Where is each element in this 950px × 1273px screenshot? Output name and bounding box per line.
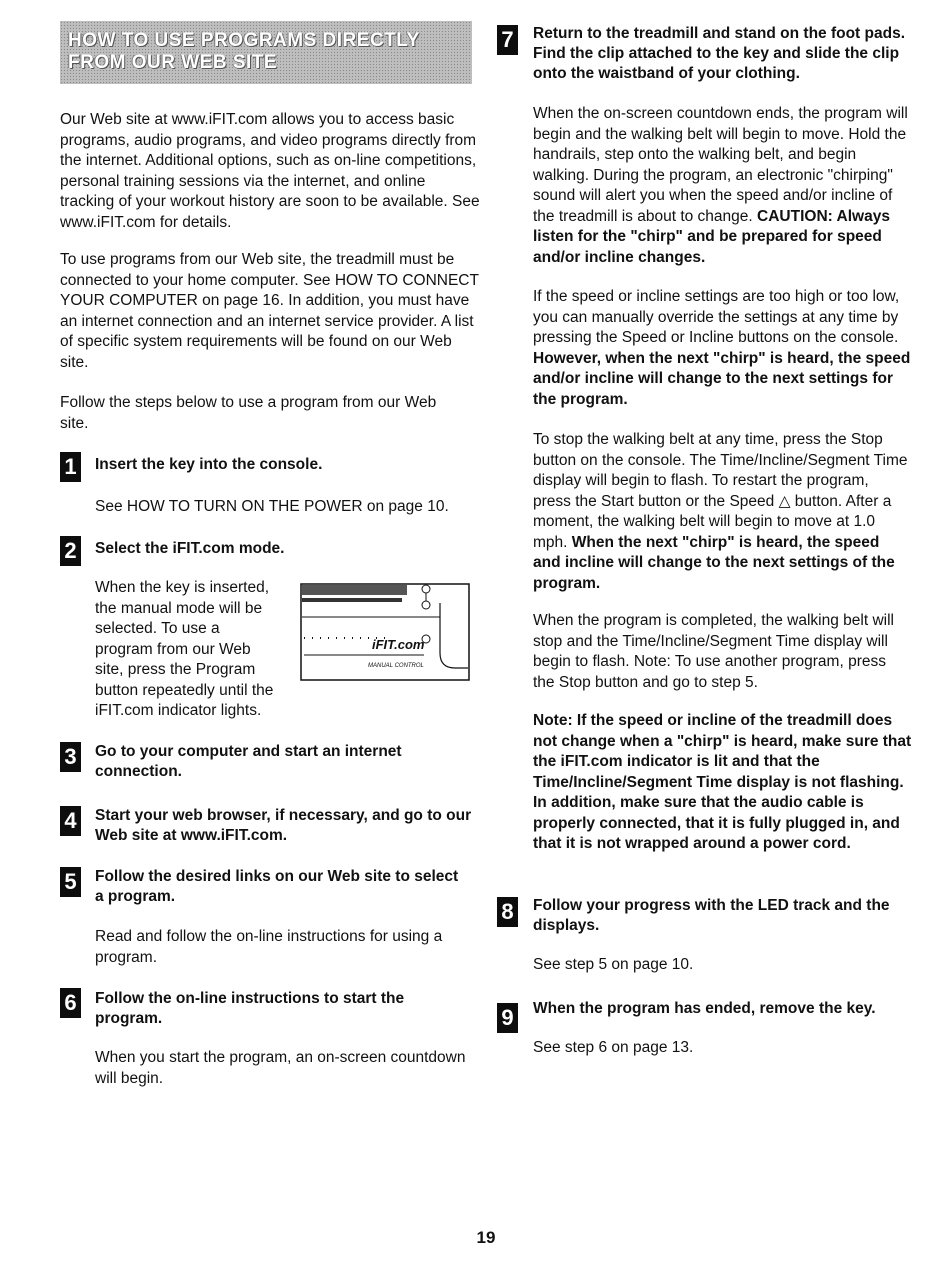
step-7-paragraph-2	[533, 287, 913, 410]
step-3-badge: 3	[60, 742, 84, 772]
step-5-body: Read and follow the on-line instructions for using a program.	[95, 928, 443, 966]
intro-paragraph-2: To use programs from our Web site, the treadmill must be connected to your home computer. See HOW TO CONNECT YOUR COMPUTER on page 16. In addition, you must have an internet connection and an internet service provider. A list of specific system requirements will be found on our Web site.	[60, 251, 479, 371]
step-2-heading: Select the iFIT.com mode.	[95, 540, 285, 557]
step-5-heading: Follow the desired links on our Web site to select a program.	[95, 868, 459, 905]
step-2-badge: 2	[60, 536, 84, 566]
step-7-p3-text: To stop the walking belt at any time, press the Stop button on the console. The Time/Incline/Segment Time display will begin to flash. To restart the program, press the Start button or the Speed △ button. After a moment, the walking belt will begin to move at 1.0 mph.	[533, 431, 908, 551]
step-2-body: When the key is inserted, the manual mode will be selected. To use a program from our Web site, press the Program button repeatedly until the iFIT.com indicator lights.	[95, 579, 274, 719]
step-6-badge: 6	[60, 988, 84, 1018]
intro-paragraph-1: Our Web site at www.iFIT.com allows you to access basic programs, audio programs, and video programs directly from the internet. Additional options, such as on-line competitions, personal training sessions via the internet, and online tracking of your workout history are soon to be available. See www.iFIT.com for details.	[60, 111, 480, 231]
step-7-paragraph-3	[533, 430, 908, 594]
step-7-p1-text: When the on-screen countdown ends, the program will begin and the walking belt will begin to move. Hold the handrails, step onto the walking belt, and begin walking. During the program, an electronic "chirping" sound will alert you when the speed and/or incline of the treadmill is about to change.	[533, 105, 908, 225]
console-diagram	[300, 583, 470, 681]
step-7-badge: 7	[497, 25, 521, 55]
step-7-paragraph-1	[533, 104, 913, 268]
step-6-heading: Follow the on-line instructions to start the program.	[95, 990, 405, 1027]
step-9-body: See step 6 on page 13.	[533, 1039, 694, 1056]
page-number: 19	[476, 1228, 496, 1247]
step-6-body: When you start the program, an on-screen countdown will begin.	[95, 1049, 466, 1087]
step-7-note: Note: If the speed or incline of the treadmill does not change when a "chirp" is heard, make sure that the iFIT.com indicator is lit and that the Time/Incline/Segment Time display is not flashing. In addition, make sure that the audio cable is properly connected, that it is fully plugged in, and that it is not wrapped around a power cord.	[533, 712, 912, 852]
step-5-badge: 5	[60, 867, 84, 897]
console-display-strip-2	[302, 598, 402, 602]
step-8-badge: 8	[497, 897, 521, 927]
step-4-heading: Start your web browser, if necessary, and go to our Web site at www.iFIT.com.	[95, 807, 472, 844]
step-7-p2-text: If the speed or incline settings are too high or too low, you can manually override the settings at any time by pressing the Speed or Incline buttons on the console.	[533, 288, 900, 346]
step-7-p3-bold: When the next "chirp" is heard, the speed and incline will change to the next settings of the program.	[533, 533, 895, 592]
step-8-body: See step 5 on page 10.	[533, 956, 694, 973]
step-1-badge: 1	[60, 452, 84, 482]
step-7-heading: Return to the treadmill and stand on the foot pads. Find the clip attached to the key and slide the clip onto the waistband of your clothing.	[533, 25, 906, 82]
section-title-banner	[60, 21, 472, 84]
console-manual-label: MANUAL CONTROL	[368, 663, 424, 669]
step-8-heading: Follow your progress with the LED track and the displays.	[533, 897, 890, 934]
console-display-strip	[302, 585, 407, 595]
step-1-heading: Insert the key into the console.	[95, 456, 323, 473]
intro-paragraph-3: Follow the steps below to use a program from our Web site.	[60, 394, 437, 432]
step-7-paragraph-4: When the program is completed, the walking belt will stop and the Time/Incline/Segment Time display will begin to flash. Note: To use another program, press the Stop button and go to step 5.	[533, 612, 894, 691]
step-7-p2-bold: However, when the next "chirp" is heard, the speed and/or incline will change to the next settings for the program.	[533, 349, 911, 408]
step-7-caution: CAUTION: Always listen for the "chirp" and be prepared for speed and/or incline changes.	[533, 207, 890, 266]
console-ifit-label: iFIT.com	[372, 637, 425, 652]
step-4-badge: 4	[60, 806, 84, 836]
step-1-body: See HOW TO TURN ON THE POWER on page 10.	[95, 498, 449, 515]
step-3-heading: Go to your computer and start an internet connection.	[95, 743, 402, 780]
step-9-badge: 9	[497, 1003, 521, 1033]
step-9-heading: When the program has ended, remove the key.	[533, 1000, 876, 1017]
section-title: HOW TO USE PROGRAMS DIRECTLY FROM OUR WEB SITE	[68, 30, 420, 73]
